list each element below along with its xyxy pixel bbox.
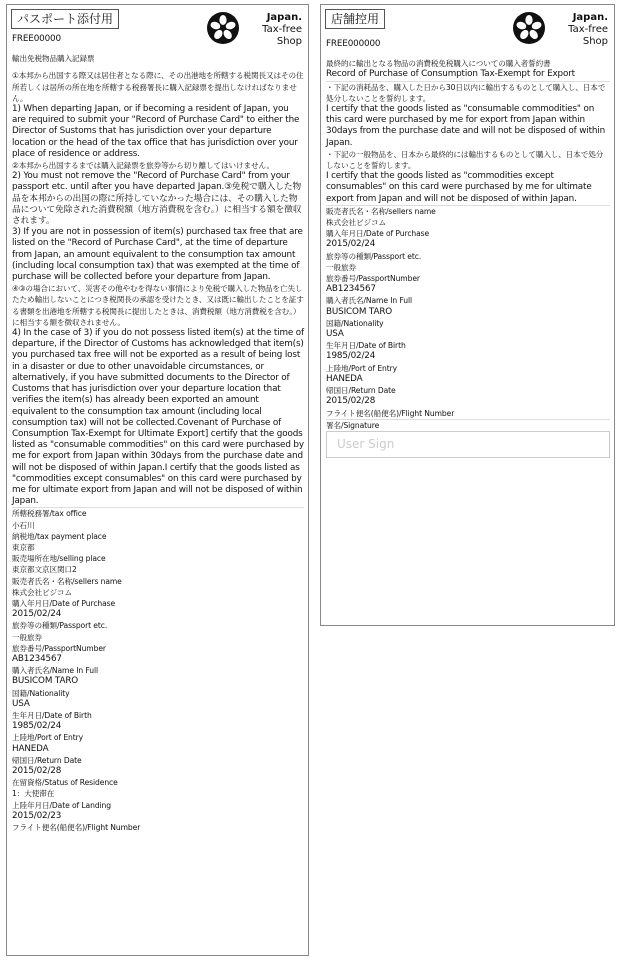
flight-number-label: フライト便名(船便名)/Flight Number [326, 408, 455, 418]
field-label: 国籍/Nationality [326, 318, 384, 328]
field-value: USA [326, 329, 344, 340]
flight-number-label: フライト便名(船便名)/Flight Number [12, 823, 141, 833]
field-label: 旅券番号/PassportNumber [326, 274, 420, 284]
logo-line-1: Japan. [572, 12, 608, 23]
field-value: HANEDA [326, 373, 363, 384]
field-value: 小石川 [12, 520, 35, 530]
logo-line-1: Japan. [266, 12, 302, 23]
field-label: 購入年月日/Date of Purchase [12, 598, 116, 608]
field-value: 1985/02/24 [326, 351, 376, 362]
field-value: BUSICOM TARO [326, 306, 393, 317]
store-copy-tab: 店舗控用 [325, 9, 385, 29]
field-label: 上陸年月日/Date of Landing [12, 800, 111, 810]
general-goods-pledge-jp: ・下記の一般物品を、日本から最終的には輸出するものとして購入し、日本で処分しないことを誓約します。 [326, 149, 604, 171]
purchase-fields [12, 508, 304, 833]
field-label: 購入者氏名/Name In Full [326, 296, 412, 306]
signature-label: 署名/Signature [326, 420, 380, 430]
field-label: 購入者氏名/Name In Full [12, 666, 98, 676]
field-label: 在留資格/Status of Residence [12, 778, 118, 788]
field-label: 販売者氏名・名称/sellers name [326, 206, 436, 216]
card-code: FREE000000 [326, 39, 381, 49]
notice-1-jp: ①本邦から出国する際又は居住者となる際に、その出港地を所轄する税関長又はその住所若しくは居所の所在地を所轄する税務署長に購入記録票を提出しなければなりません。 [12, 71, 304, 103]
field-value: AB1234567 [326, 284, 376, 295]
consumables-pledge-en: I certify that the goods listed as "consumable commodities" on this card were purchased by me for export from Japan within 30days from the purchase date and will not be disposed of within Japan. [326, 104, 606, 148]
field-value: 株式会社ビジコム [326, 218, 386, 228]
consumables-pledge-jp: ・下記の消耗品を、購入した日から30日以内に輸出するものとして購入し、日本で処分しないことを誓約します。 [326, 82, 606, 103]
field-value: 東京都文京区関口2 [12, 565, 77, 575]
field-value: USA [12, 698, 30, 709]
field-label: 生年月日/Date of Birth [326, 341, 406, 351]
logo-line-3: Shop [582, 36, 608, 47]
field-value: 2015/02/24 [12, 609, 62, 620]
field-value: 一般旅券 [12, 632, 42, 642]
field-label: 納税地/tax payment place [12, 531, 107, 541]
store-card-content [326, 39, 610, 458]
field-label: 所轄税務署/tax office [12, 509, 87, 519]
notice-4-en: 4) In the case of 3) if you do not possess listed item(s) at the time of departure, if the Director of Customs has acknowledged that item(s) you purchased tax free will not be exported as a result of being lost in a disaster or due to other unavoidable circumstances, or alternatively, if you have submitted documents to the Director of Customs that has jurisdiction over your departure location that verifies the item(s) has already been exported an amount equivalent to the consumption tax amount (including local consumption tax) will not be collected.Covenant of Purchase of Consumption Tax-Exempt for Ultimate Export] certify that the goods listed as "consumable commodities" on this card were purchased by me for export from Japan within 30days from the purchase date and will not be disposed of within Japan.I certify that the goods listed as "commodities except consumables" on this card were purchased by me for ultimate export from Japan and will not be disposed of within Japan. [12, 328, 304, 507]
field-label: 上陸地/Port of Entry [12, 733, 84, 743]
notice-2-en: 2) You must not remove the "Record of Purchase Card" from your passport etc. until after you have departed Japan.③免税で購入した物品を本邦からの出国の際に所持していなかった場合には、その購入した物品について免除された消費税額（地方消費税を含む。）に相当する額を徴収されます。 [12, 171, 302, 227]
field-label: 販売場所在地/selling place [12, 554, 106, 564]
field-label: 旅券番号/PassportNumber [12, 643, 106, 653]
card-code: FREE00000 [12, 34, 61, 44]
document-title: 輸出免税物品購入記録票 [12, 54, 95, 64]
notice-2-jp: ②本邦から出国するまでは購入記録票を旅券等から切り離してはいけません。 [12, 161, 274, 171]
field-value: 2015/02/28 [326, 396, 376, 407]
notice-4-jp: ④③の場合において、災害その他やむを得ない事情により免税で購入した物品を亡失したため輸出しないことにつき税関長の承認を受けたとき、又は既に輸出したことを証する書類を出港地を所轄する税関長に提出したときは、消費税額（地方消費税を含む。）に相当する額を徴収されません。 [12, 284, 304, 327]
field-value: AB1234567 [12, 653, 62, 664]
field-value: HANEDA [12, 743, 49, 754]
logo-line-2: Tax-free [262, 24, 302, 35]
notice-1-en: 1) When departing Japan, or if becoming a resident of Japan, you are required to submit your "Record of Purchase Card" to either the Director of Sustoms that has jurisdiction over your departure location or the head of the tax office that has jurisdiction over your place of residence or address. [12, 104, 300, 159]
passport-card-content [12, 34, 304, 833]
field-label: 旅券等の種類/Passport etc. [12, 621, 108, 631]
field-value: 2015/02/28 [12, 766, 62, 776]
field-value: 株式会社ビジコム [12, 587, 72, 597]
field-value: 東京都 [12, 542, 35, 552]
field-value: 2015/02/24 [326, 239, 376, 250]
field-value: 1985/02/24 [12, 721, 62, 732]
field-value: BUSICOM TARO [12, 676, 79, 687]
logo-line-2: Tax-free [568, 24, 608, 35]
field-value: 一般旅券 [326, 262, 356, 272]
covenant-title-en: Record of Purchase of Consumption Tax-Exempt for Export [326, 69, 575, 80]
covenant-title-jp: 最終的に輸出となる物品の消費税免税購入についての購入者誓約書 [326, 59, 551, 69]
passport-attachment-card [6, 4, 309, 956]
field-label: 旅券等の種類/Passport etc. [326, 251, 422, 261]
purchase-fields [326, 206, 610, 419]
signature-field[interactable]: User Sign [326, 431, 610, 458]
field-label: 帰国日/Return Date [326, 386, 396, 396]
passport-attachment-tab: パスポート添付用 [11, 9, 119, 29]
field-label: 国籍/Nationality [12, 688, 70, 698]
general-goods-pledge-en: I certify that the goods listed as "commodities except consumables" on this card were purchased by me for ultimate export from Japan and will not be disposed of within Japan. [326, 171, 592, 204]
field-label: 帰国日/Return Date [12, 755, 82, 765]
logo-line-3: Shop [276, 36, 302, 47]
notice-3-en: 3) If you are not in possession of item(s) purchased tax free that are listed on the "Record of Purchase Card", at the time of departure from Japan, an amount equivalent to the consumption tax amount (including local consumption tax) that was exempted at the time of purchase will be collected before your departure from Japan. [12, 227, 303, 283]
field-label: 上陸地/Port of Entry [326, 363, 398, 373]
field-label: 生年月日/Date of Birth [12, 710, 92, 720]
field-label: 購入年月日/Date of Purchase [326, 229, 430, 239]
field-value: 2015/02/23 [12, 810, 62, 821]
field-value: 1：大使滞在 [12, 789, 55, 799]
field-label: 販売者氏名・名称/sellers name [12, 576, 122, 586]
store-copy-card [320, 4, 615, 626]
